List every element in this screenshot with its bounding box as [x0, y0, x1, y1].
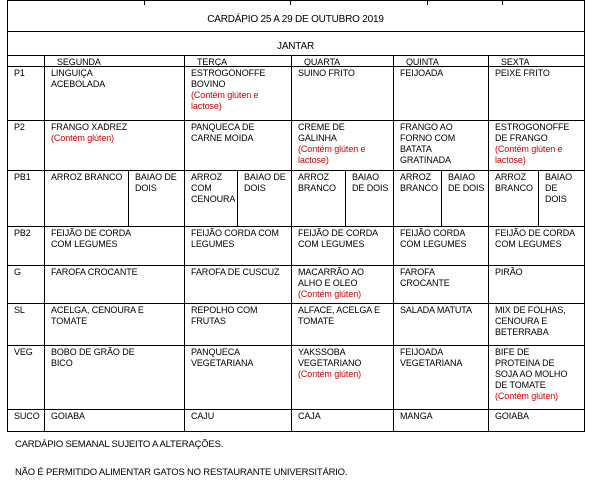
footer-note-changes: CARDÁPIO SEMANAL SUJEITO A ALTERAÇÕES.	[15, 439, 224, 450]
row-label: G	[14, 267, 21, 277]
menu-cell	[489, 266, 584, 303]
menu-cell	[489, 304, 584, 345]
dish-name: FEIJÃO CORDA COM LEGUMES	[400, 228, 467, 249]
menu-table	[7, 0, 584, 431]
menu-cell-rice-alt: BAIAO DE DOIS	[352, 172, 389, 193]
menu-cell	[185, 67, 291, 120]
menu-cell	[185, 346, 291, 409]
dish-name: REPOLHO COM FRUTAS	[191, 305, 258, 326]
menu-cell-rice-alt: BAIAO DE DOIS	[135, 172, 177, 193]
menu-cell	[185, 121, 291, 170]
row-label: VEG	[14, 347, 33, 357]
menu-cell	[394, 227, 488, 265]
menu-cell-rice-alt: BAIAO DE DOIS	[545, 172, 573, 204]
menu-cell	[292, 304, 393, 345]
dish-name: FEIJOADA VEGETARIANA	[400, 347, 463, 368]
menu-cell	[489, 67, 584, 120]
menu-cell-rice: ARROZ BRANCO	[495, 172, 533, 193]
menu-cell	[394, 67, 488, 120]
menu-cell	[394, 304, 488, 345]
menu-cell	[394, 266, 488, 303]
dish-name: FRANGO AO FORNO COM BATATA GRATINADA	[400, 122, 456, 165]
grid-vline	[290, 0, 291, 5]
dish-name: FEIJÃO DE CORDA COM LEGUMES	[298, 228, 378, 249]
dish-name: ACELGA, CENOURA E TOMATE	[51, 305, 144, 326]
row-label: PB2	[14, 228, 31, 238]
menu-cell	[45, 346, 184, 409]
dish-name: MANGA	[400, 411, 433, 421]
menu-cell	[45, 304, 184, 345]
day-header: SEXTA	[501, 57, 530, 66]
grid-vline	[144, 0, 145, 5]
menu-cell	[292, 346, 393, 409]
meal-subtitle: JANTAR	[277, 41, 314, 52]
dish-name: FEIJÃO DE CORDA COM LEGUMES	[495, 228, 575, 249]
row-label: SUCO	[14, 411, 40, 421]
dish-name: MACARRÃO AO ALHO E OLEO	[298, 267, 364, 288]
allergen-note: (Contém glúten)	[495, 391, 559, 401]
allergen-note: (Contém glúten)	[298, 369, 362, 379]
row-label: SL	[14, 305, 25, 315]
dish-name: FEIJOADA	[400, 68, 444, 78]
menu-cell	[185, 227, 291, 265]
dish-name: FEIJÃO CORDA COM LEGUMES	[191, 228, 279, 249]
grid-vline	[584, 0, 585, 431]
row-label: P1	[14, 68, 25, 78]
day-header: TERÇA	[197, 57, 228, 66]
dish-name: PIRÃO	[495, 267, 523, 277]
dish-name: SALADA MATUTA	[400, 305, 472, 315]
grid-vline	[427, 0, 428, 5]
menu-cell-rice: ARROZ BRANCO	[51, 172, 123, 182]
dish-name: ESTROGONOFFE DE FRANGO	[495, 122, 570, 143]
row-label: PB1	[14, 172, 31, 182]
menu-cell	[292, 67, 393, 120]
row-label: P2	[14, 122, 25, 132]
dish-name: MIX DE FOLHAS, CENOURA E BETERRABA	[495, 305, 566, 337]
menu-cell-rice: ARROZ COM CENOURA	[191, 172, 236, 204]
menu-cell-rice-alt: BAIAO DE DOIS	[448, 172, 485, 193]
dish-name: FAROFA CROCANTE	[400, 267, 450, 288]
menu-cell	[489, 121, 584, 170]
grid-hline	[7, 31, 584, 32]
menu-cell	[394, 121, 488, 170]
menu-cell	[394, 346, 488, 409]
menu-cell	[489, 410, 584, 431]
allergen-note: (Contém glúten e lactose)	[298, 144, 366, 165]
menu-title: CARDÁPIO 25 A 29 DE OUTUBRO 2019	[207, 14, 384, 25]
dish-name: CREME DE GALINHA	[298, 122, 345, 143]
dish-name: FEIJÃO DE CORDA COM LEGUMES	[51, 228, 131, 249]
menu-cell	[45, 410, 184, 431]
allergen-note: (Contém glúten e lactose)	[191, 90, 259, 111]
menu-cell	[394, 410, 488, 431]
dish-name: SUINO FRITO	[298, 68, 355, 78]
day-header: QUARTA	[304, 57, 341, 66]
dish-name: FRANGO XADREZ	[51, 122, 128, 132]
menu-cell	[45, 227, 184, 265]
dish-name: CAJA	[298, 411, 321, 421]
grid-hline	[7, 0, 584, 1]
dish-name: BOBO DE GRÃO DE BICO	[51, 347, 135, 368]
allergen-note: (Contém glúten)	[51, 133, 115, 143]
footer-note-cats: NÃO É PERMITIDO ALIMENTAR GATOS NO RESTAURANTE UNIVERSITÁRIO.	[15, 467, 348, 478]
dish-name: ALFACE, ACELGA E TOMATE	[298, 305, 380, 326]
menu-cell	[185, 410, 291, 431]
menu-cell	[489, 227, 584, 265]
dish-name: CAJU	[191, 411, 215, 421]
grid-vline	[502, 0, 503, 5]
dish-name: PEIXE FRITO	[495, 68, 550, 78]
allergen-note: (Contém glúten)	[298, 289, 362, 299]
menu-cell	[45, 67, 184, 120]
allergen-note: (Contém glúten e lactose)	[495, 144, 563, 165]
menu-cell	[45, 266, 184, 303]
menu-cell-rice: ARROZ BRANCO	[400, 172, 438, 193]
dish-name: YAKSSOBA VEGETARIANO	[298, 347, 362, 368]
dish-name: PANQUECA VEGETARIANA	[191, 347, 254, 368]
menu-cell	[489, 346, 584, 409]
grid-hline	[7, 431, 585, 432]
menu-cell-rice-alt: BAIAO DE DOIS	[244, 172, 286, 193]
menu-cell	[292, 121, 393, 170]
menu-cell	[185, 266, 291, 303]
dish-name: FAROFA DE CUSCUZ	[191, 267, 280, 277]
menu-cell	[292, 410, 393, 431]
menu-cell	[292, 266, 393, 303]
menu-cell	[292, 227, 393, 265]
dish-name: GOIABA	[495, 411, 529, 421]
dish-name: FAROFA CROCANTE	[51, 267, 138, 277]
dish-name: LINGUIÇA ACEBOLADA	[51, 68, 106, 89]
menu-cell	[45, 121, 184, 170]
menu-cell	[185, 304, 291, 345]
dish-name: PANQUECA DE CARNE MOIDA	[191, 122, 255, 143]
day-header: SEGUNDA	[57, 57, 101, 66]
dish-name: ESTROGONOFFE BOVINO	[191, 68, 266, 89]
day-header: QUINTA	[406, 57, 439, 66]
dish-name: GOIABA	[51, 411, 85, 421]
dish-name: BIFE DE PROTEINA DE SOJA AO MOLHO DE TOMATE	[495, 347, 568, 390]
menu-cell-rice: ARROZ BRANCO	[298, 172, 336, 193]
